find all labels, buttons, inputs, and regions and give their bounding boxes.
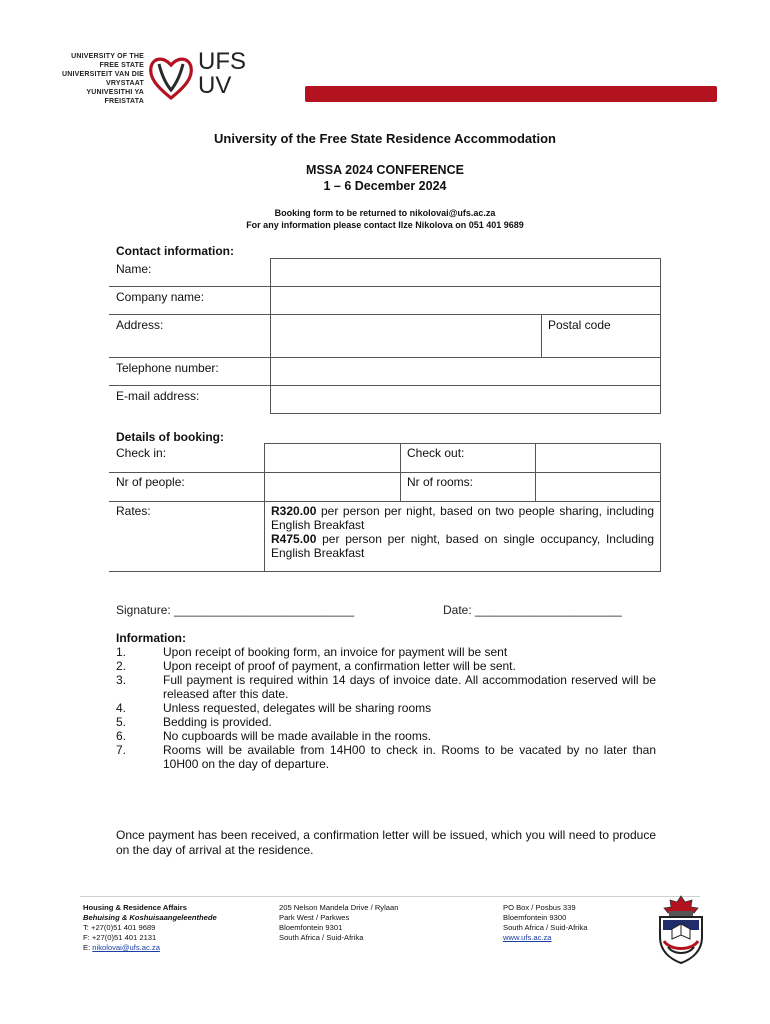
- footer-street-address: [279, 903, 398, 943]
- name-label: Name:: [109, 259, 271, 287]
- list-item: [116, 701, 656, 715]
- booking-table: [109, 443, 661, 572]
- list-item-number: 1.: [116, 645, 127, 659]
- postal-code-label: Postal code: [548, 318, 611, 332]
- list-item-number: 2.: [116, 659, 127, 673]
- rate-sharing: [271, 504, 654, 532]
- email-label: E-mail address:: [116, 389, 200, 403]
- check-out-field[interactable]: [536, 444, 661, 473]
- footer-po-line: Bloemfontein 9300: [503, 913, 567, 922]
- university-name-logo-text: [48, 52, 144, 106]
- telephone-label: Telephone number:: [109, 358, 271, 386]
- list-item-number: 4.: [116, 701, 127, 715]
- footer-email-link[interactable]: nikolovai@ufs.ac.za: [92, 943, 160, 952]
- rates-label: Rates:: [109, 502, 265, 572]
- check-in-field[interactable]: [265, 444, 401, 473]
- list-item: [116, 645, 656, 659]
- people-label: Nr of people:: [109, 473, 265, 502]
- list-item-text: Unless requested, delegates will be sharing rooms: [163, 701, 432, 715]
- list-item-text: No cupboards will be made available in the rooms.: [163, 729, 432, 743]
- header-red-bar: [305, 86, 717, 102]
- ufs-heart-logo-icon: [146, 50, 196, 102]
- check-out-label: Check out:: [401, 444, 536, 473]
- logo-line: FREE STATE: [99, 62, 144, 69]
- rooms-field[interactable]: [536, 473, 661, 502]
- list-item-text: Full payment is required within 14 days of invoice date. All accommodation reserved will be released after this date.: [163, 673, 656, 701]
- information-list: [116, 645, 656, 771]
- footer-department: [83, 903, 217, 953]
- footer-address-line: Bloemfontein 9301: [279, 923, 343, 932]
- closing-paragraph: Once payment has been received, a confirmation letter will be issued, which you will need to produce on the day of arrival at the residence.: [116, 828, 656, 857]
- list-item-text: Rooms will be available from 14H00 to check in. Rooms to be vacated by no later than 10H00 on the day of departure.: [163, 743, 656, 771]
- list-item-number: 5.: [116, 715, 127, 729]
- company-label: Company name:: [109, 287, 271, 315]
- logo-ufs-text: UFS: [198, 48, 246, 75]
- check-in-label: Check in:: [109, 444, 265, 473]
- list-item-text: Upon receipt of proof of payment, a confirmation letter will be sent.: [163, 659, 516, 673]
- email-field[interactable]: [271, 386, 661, 414]
- logo-uv-text: UV: [198, 72, 232, 99]
- document-title: University of the Free State Residence Accommodation: [214, 131, 556, 146]
- list-item-text: Upon receipt of booking form, an invoice for payment will be sent: [163, 645, 508, 659]
- logo-line: VRYSTAAT: [105, 80, 144, 87]
- coat-of-arms-icon: [652, 893, 710, 965]
- list-item-number: 7.: [116, 743, 127, 757]
- footer-po-line: PO Box / Posbus 339: [503, 903, 576, 912]
- logo-line: UNIVERSITEIT VAN DIE: [61, 71, 144, 78]
- address-field[interactable]: [271, 315, 661, 358]
- rooms-label: Nr of rooms:: [401, 473, 536, 502]
- logo-line: YUNIVESITHI YA: [86, 89, 144, 96]
- postal-code-field[interactable]: [541, 315, 611, 357]
- footer-website-link[interactable]: www.ufs.ac.za: [503, 933, 552, 942]
- rate-sharing-price: R320.00: [271, 504, 317, 518]
- footer-email-label: E:: [83, 943, 93, 952]
- information-heading: Information:: [116, 631, 186, 645]
- footer-address-line: South Africa / Suid-Afrika: [279, 933, 364, 942]
- footer-address-line: 205 Nelson Mandela Drive / Rylaan: [279, 903, 399, 912]
- conference-dates: 1 – 6 December 2024: [323, 179, 447, 193]
- footer-email-row: [83, 943, 217, 953]
- footer-po-line: South Africa / Suid-Afrika: [503, 923, 588, 932]
- footer-divider: [80, 896, 700, 897]
- booking-heading: Details of booking:: [116, 430, 224, 444]
- company-field[interactable]: [271, 287, 661, 315]
- list-item-number: 3.: [116, 673, 127, 687]
- address-label: Address:: [109, 315, 271, 358]
- contact-table: [109, 258, 661, 414]
- telephone-field[interactable]: [271, 358, 661, 386]
- list-item: [116, 659, 656, 673]
- list-item-text: Bedding is provided.: [163, 715, 272, 729]
- footer-address-line: Park West / Parkwes: [279, 913, 350, 922]
- rate-single-price: R475.00: [271, 532, 317, 546]
- rate-single: [271, 532, 654, 560]
- booking-return-line: Booking form to be returned to nikolovai@ufs.ac.za: [274, 208, 496, 218]
- contact-info-line: For any information please contact Ilze Nikolova on 051 401 9689: [246, 220, 524, 230]
- footer-telephone: T: +27(0)51 401 9689: [83, 923, 156, 932]
- conference-name: MSSA 2024 CONFERENCE: [306, 163, 464, 177]
- rate-sharing-text: per person per night, based on two people sharing, including English Breakfast: [271, 504, 654, 532]
- list-item: [116, 743, 656, 771]
- list-item: [116, 729, 656, 743]
- signature-line[interactable]: Signature: ___________________________: [116, 603, 355, 617]
- rates-description: [265, 502, 661, 572]
- logo-line: UNIVERSITY OF THE: [71, 53, 144, 60]
- footer-dept-name-af: Behuising & Koshuisaangeleenthede: [83, 913, 217, 922]
- footer-dept-name: Housing & Residence Affairs: [83, 903, 187, 912]
- logo-abbreviation: [198, 50, 246, 98]
- rate-single-text: per person per night, based on single occupancy, Including English Breakfast: [271, 532, 654, 560]
- people-field[interactable]: [265, 473, 401, 502]
- contact-heading: Contact information:: [116, 244, 234, 258]
- list-item-number: 6.: [116, 729, 127, 743]
- footer-postal-address: [503, 903, 587, 943]
- list-item: [116, 673, 656, 701]
- list-item: [116, 715, 656, 729]
- date-line[interactable]: Date: ______________________: [443, 603, 622, 617]
- logo-line: FREISTATA: [104, 98, 144, 105]
- name-field[interactable]: [271, 259, 661, 287]
- footer-fax: F: +27(0)51 401 2131: [83, 933, 157, 942]
